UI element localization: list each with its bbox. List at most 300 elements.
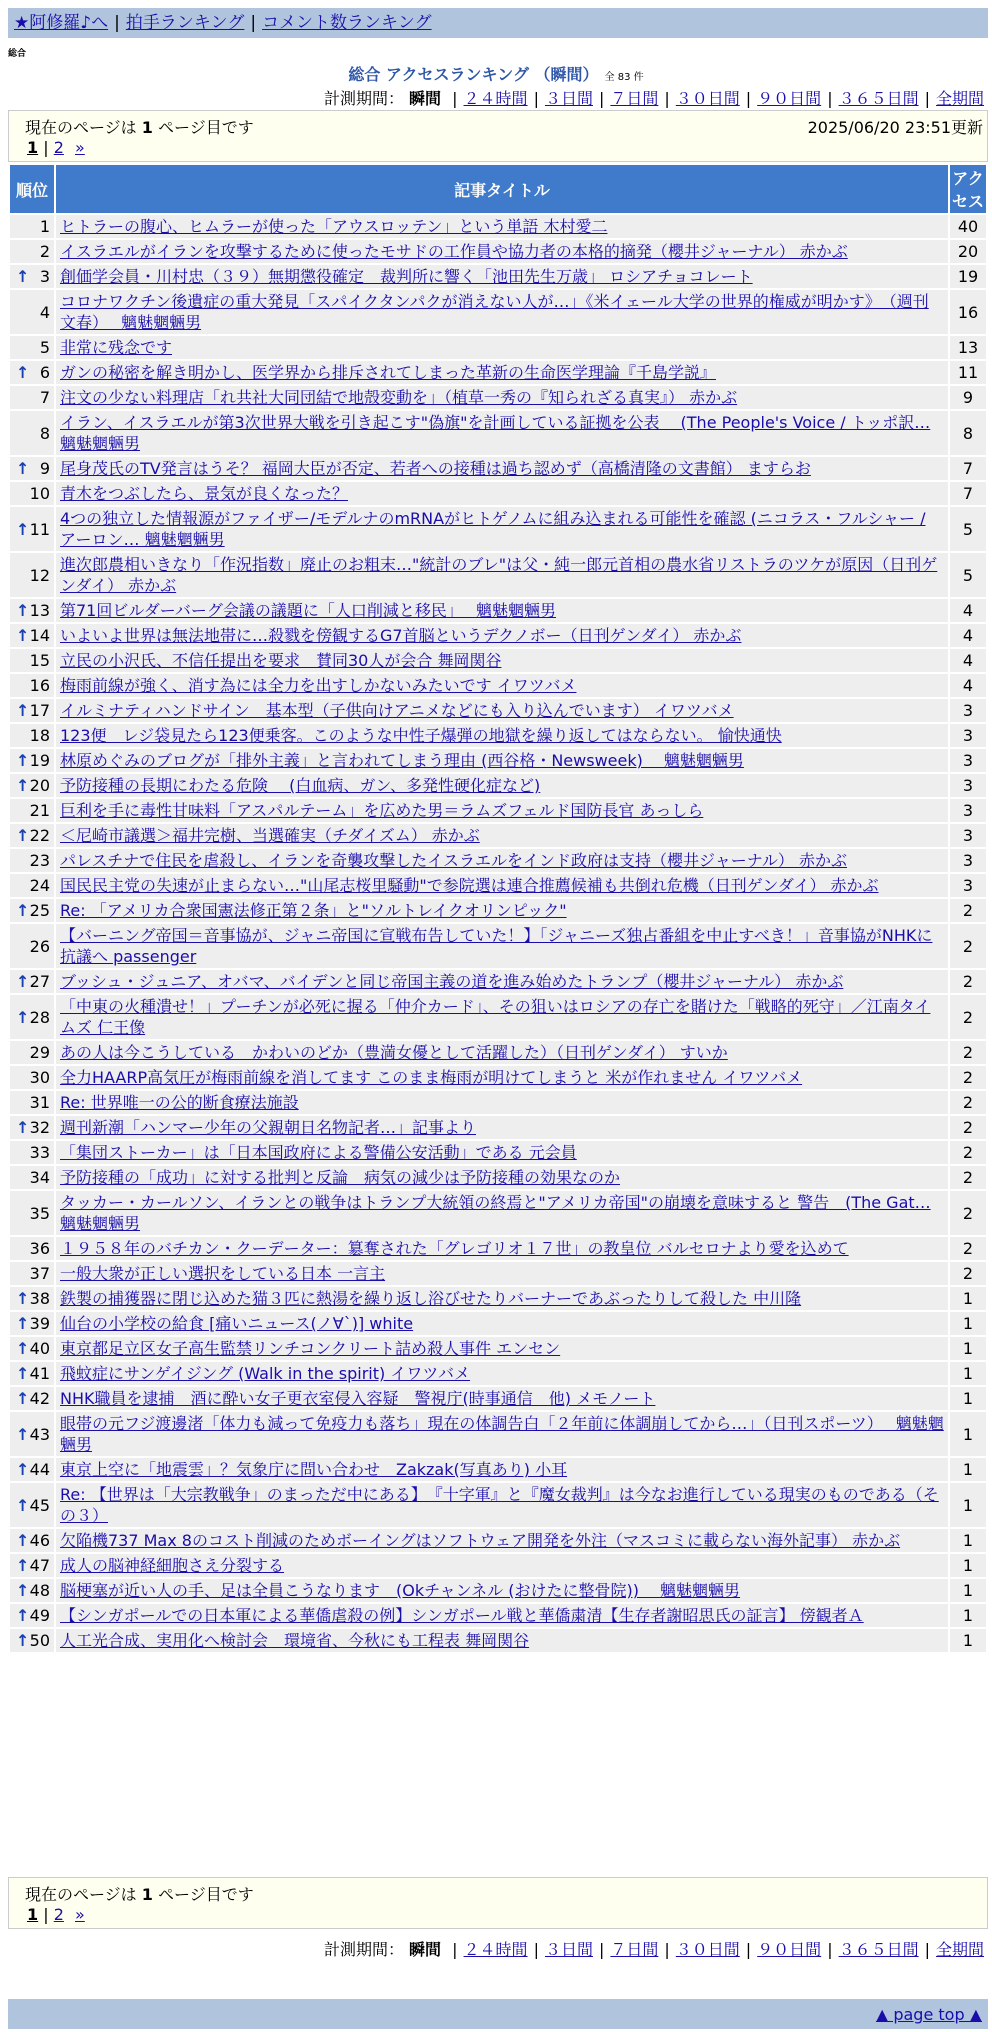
article-title-link[interactable]: 人工光合成、実用化へ検討会 環境省、今秋にも工程表 舞岡関谷 (60, 1631, 530, 1650)
access-count: 4 (950, 624, 986, 647)
title-cell (56, 1041, 948, 1064)
rank-number: 20 (29, 776, 50, 795)
rank-up-arrow-icon: ↑ (16, 519, 30, 539)
rank-up-arrow-icon: ↑ (16, 1339, 30, 1358)
access-count: 1 (950, 1483, 986, 1527)
article-title-link[interactable]: 非常に残念です (60, 338, 173, 357)
access-count: 2 (950, 899, 986, 922)
table-row (10, 1337, 986, 1360)
article-title-link[interactable]: イラン、イスラエルが第3次世界大戦を引き起こす"偽旗"を計画している証拠を公表 (The People's Voice / トッポ訳… 魑魅魍魎男 (60, 413, 931, 453)
rank-up-arrow-icon: ↑ (16, 1460, 30, 1479)
period-separator: | (598, 1940, 605, 1959)
rank-up-arrow-icon: ↑ (16, 1364, 30, 1383)
rank-number: 40 (29, 1339, 50, 1358)
access-count: 3 (950, 849, 986, 872)
rank-up-arrow-icon: ↑ (16, 267, 30, 286)
period-current: 瞬間 (409, 1940, 442, 1959)
rank-cell (10, 240, 54, 263)
table-row (10, 1312, 986, 1335)
rank-up-arrow-icon: ↑ (16, 1556, 30, 1575)
rank-cell (10, 899, 54, 922)
rank-cell (10, 215, 54, 238)
period-option-link[interactable]: ２４時間 (463, 1940, 528, 1959)
title-cell (56, 215, 948, 238)
rank-number: 16 (29, 676, 50, 695)
page-top-link[interactable]: ▲ page top ▲ (875, 2005, 982, 2024)
period-separator: | (533, 1940, 539, 1959)
title-cell (56, 874, 948, 897)
rank-number: 33 (29, 1143, 50, 1162)
rank-number: 42 (29, 1389, 50, 1408)
title-cell (56, 924, 948, 968)
rank-cell (10, 553, 54, 597)
title-cell (56, 699, 948, 722)
rank-number: 26 (29, 936, 50, 956)
rank-number: 36 (29, 1239, 50, 1258)
table-header-row (10, 165, 986, 213)
access-count: 2 (950, 995, 986, 1039)
rank-cell (10, 995, 54, 1039)
title-cell (56, 649, 948, 672)
nav-separator: | (114, 13, 120, 33)
article-title-link[interactable]: いよいよ世界は無法地帯に…殺戮を傍観するG7首脳というデクノボー（日刊ゲンダイ） 赤かぶ (60, 626, 742, 645)
table-row (10, 457, 986, 480)
article-title-link[interactable]: 尾身茂氏のTV発言はうそ？ 福岡大臣が否定、若者への接種は過ち認めず（高橋清隆の文書館） ますらお (60, 459, 811, 478)
table-row (10, 1191, 986, 1235)
title-cell (56, 1237, 948, 1260)
rank-number: 4 (39, 302, 50, 322)
period-separator: | (664, 89, 670, 108)
bottom-bar (8, 1999, 988, 2029)
rank-number: 27 (29, 972, 50, 991)
rank-number: 21 (29, 801, 50, 820)
table-row (10, 774, 986, 797)
access-count: 2 (950, 1166, 986, 1189)
table-row (10, 411, 986, 455)
access-count: 2 (950, 970, 986, 993)
table-row (10, 1529, 986, 1552)
access-count: 2 (950, 1237, 986, 1260)
article-title-link[interactable]: 予防接種の長期にわたる危険 (白血病、ガン、多発性硬化症など) (60, 776, 541, 795)
article-title-link[interactable]: タッカー・カールソン、イランとの戦争はトランプ大統領の終焉と"アメリカ帝国"の崩壊を意味すると 警告 (The Gat… 魑魅魍魎男 (60, 1193, 931, 1233)
title-cell (56, 1529, 948, 1552)
article-title-link[interactable]: 4つの独立した情報源がファイザー/モデルナのmRNAがヒトゲノムに組み込まれる可能性を確認 (ニコラス・フルシャー / アーロン… 魑魅魍魎男 (60, 509, 926, 549)
access-count: 2 (950, 1191, 986, 1235)
article-title-link[interactable]: ヒトラーの腹心、ヒムラーが使った「アウスロッテン」という単語 木村愛二 (60, 217, 608, 236)
article-title-link[interactable]: Re: 「アメリカ合衆国憲法修正第２条」と"ソルトレイクオリンピック" (60, 901, 567, 920)
article-title-link[interactable]: パレスチナで住民を虐殺し、イランを奇襲攻撃したイスラエルをインド政府は支持（櫻井ジャーナル） 赤かぶ (60, 851, 848, 870)
rank-cell (10, 699, 54, 722)
rank-number: 37 (29, 1264, 50, 1283)
period-separator: | (664, 1940, 670, 1959)
title-cell (56, 553, 948, 597)
section-label: 総合 (8, 49, 27, 59)
table-row (10, 1237, 986, 1260)
title-cell (56, 849, 948, 872)
current-page-info: 現在のページは 1 ページ目です (25, 1885, 254, 1904)
rank-cell (10, 849, 54, 872)
table-row (10, 970, 986, 993)
updated-timestamp: 2025/06/20 23:51更新 (807, 118, 983, 137)
title-cell (56, 482, 948, 505)
page-1-current: 1 (27, 1905, 39, 1924)
title-cell (56, 361, 948, 384)
rank-number: 18 (29, 726, 50, 745)
article-title-link[interactable]: 眼帯の元フジ渡邊渚「体力も減って免疫力も落ち」現在の体調告白「２年前に体調崩してから…」（日刊スポーツ） 魑魅魍魎男 (60, 1414, 944, 1454)
rank-number: 35 (29, 1203, 50, 1223)
table-row (10, 749, 986, 772)
period-option-link[interactable]: ３６５日間 (838, 89, 919, 108)
title-cell (56, 624, 948, 647)
rank-cell (10, 749, 54, 772)
article-title-link[interactable]: ガンの秘密を解き明かし、医学界から排斥されてしまった革新の生命医学理論『千島学説』 (60, 363, 717, 382)
period-selector-bottom (324, 1937, 984, 1960)
table-row (10, 874, 986, 897)
rank-up-arrow-icon: ↑ (16, 701, 30, 720)
rank-number: 17 (29, 701, 50, 720)
rank-cell (10, 1529, 54, 1552)
period-separator: | (745, 1940, 752, 1959)
article-title-link[interactable]: 全力HAARP高気圧が梅雨前線を消してます このまま梅雨が明けてしまうと 米が作れません イワツバメ (60, 1068, 803, 1087)
rank-cell (10, 724, 54, 747)
page-title: 総合 アクセスランキング （瞬間） (348, 65, 599, 84)
rank-cell (10, 824, 54, 847)
rank-number: 1 (39, 217, 50, 236)
title-cell (56, 1412, 948, 1456)
table-row (10, 824, 986, 847)
title-cell (56, 411, 948, 455)
rank-up-arrow-icon: ↑ (16, 1631, 30, 1650)
article-title-link[interactable]: 「集団ストーカー」は「日本国政府による警備公安活動」である 元会員 (60, 1143, 577, 1162)
rank-up-arrow-icon: ↑ (16, 776, 30, 795)
rank-number: 41 (29, 1364, 50, 1383)
access-count: 1 (950, 1554, 986, 1577)
article-title-link[interactable]: 第71回ビルダーバーグ会議の議題に「人口削減と移民」 魑魅魍魎男 (60, 601, 557, 620)
page-2-link[interactable]: 2 (53, 1905, 64, 1924)
table-row (10, 482, 986, 505)
table-row (10, 1387, 986, 1410)
access-count: 1 (950, 1362, 986, 1385)
rank-cell (10, 265, 54, 288)
rank-number: 44 (29, 1460, 50, 1479)
table-row (10, 995, 986, 1039)
access-count: 3 (950, 724, 986, 747)
access-count: 2 (950, 1141, 986, 1164)
table-row (10, 1116, 986, 1139)
article-title-link[interactable]: Re: 【世界は「大宗教戦争」のまっただ中にある】 『十字軍』と『魔女裁判』は今なお進行している現実のものである（その３） (60, 1485, 939, 1525)
title-cell (56, 1287, 948, 1310)
article-title-link[interactable]: 鉄製の捕獲器に閉じ込めた猫３匹に熱湯を繰り返し浴びせたりバーナーであぶったりして殺した 中川隆 (60, 1289, 802, 1308)
article-title-link[interactable]: あの人は今こうしている かわいのどか（豊満女優として活躍した）（日刊ゲンダイ） すいか (60, 1043, 728, 1062)
table-row (10, 1629, 986, 1652)
title-cell (56, 749, 948, 772)
period-separator: | (827, 1940, 833, 1959)
access-count: 4 (950, 674, 986, 697)
period-separator: | (452, 1940, 458, 1959)
rank-cell (10, 799, 54, 822)
table-row (10, 1262, 986, 1285)
period-option-link[interactable]: ７日間 (610, 89, 659, 108)
page-1-current: 1 (27, 138, 39, 157)
table-row (10, 624, 986, 647)
rank-number: 9 (39, 459, 50, 478)
rank-cell (10, 361, 54, 384)
access-count: 1 (950, 1458, 986, 1481)
title-cell (56, 970, 948, 993)
access-count: 3 (950, 699, 986, 722)
rank-up-arrow-icon: ↑ (16, 1389, 30, 1408)
rank-up-arrow-icon: ↑ (16, 1118, 30, 1137)
title-cell (56, 265, 948, 288)
access-count: 1 (950, 1412, 986, 1456)
table-row (10, 336, 986, 359)
rank-number: 22 (29, 826, 50, 845)
table-row (10, 240, 986, 263)
period-separator: | (827, 89, 833, 108)
rank-cell (10, 290, 54, 334)
table-row (10, 924, 986, 968)
rank-cell (10, 1091, 54, 1114)
period-separator: | (452, 89, 458, 108)
period-label: 計測期間： (323, 1940, 404, 1959)
pagination: 1 | 2 » (27, 1905, 85, 1924)
table-row (10, 1412, 986, 1456)
rank-cell (10, 1262, 54, 1285)
period-option-link[interactable]: ３日間 (544, 89, 593, 108)
period-option-link[interactable]: ３日間 (544, 1940, 593, 1959)
rank-number: 38 (29, 1289, 50, 1308)
current-page-info: 現在のページは 1 ページ目です (25, 118, 254, 137)
rank-up-arrow-icon: ↑ (16, 972, 30, 991)
access-count: 3 (950, 824, 986, 847)
rank-number: 31 (29, 1093, 50, 1112)
article-title-link[interactable]: 仙台の小学校の給食 [痛いニュース(ノ∀`)] white (60, 1314, 414, 1333)
pagination: 1 | 2 » (27, 138, 85, 157)
table-row (10, 215, 986, 238)
article-title-link[interactable]: 一般大衆が正しい選択をしている日本 一言主 (60, 1264, 386, 1283)
rank-cell (10, 1312, 54, 1335)
rank-number: 19 (29, 751, 50, 770)
article-title-link[interactable]: 予防接種の「成功」に対する批判と反論 病気の減少は予防接種の効果なのか (60, 1168, 621, 1187)
rank-cell (10, 1604, 54, 1627)
rank-number: 39 (29, 1314, 50, 1333)
rank-cell (10, 1287, 54, 1310)
period-option-link[interactable]: ２４時間 (463, 89, 528, 108)
table-row (10, 724, 986, 747)
rank-number: 30 (29, 1068, 50, 1087)
table-row (10, 599, 986, 622)
access-count: 2 (950, 924, 986, 968)
rank-cell (10, 874, 54, 897)
article-title-link[interactable]: 週刊新潮「ハンマー少年の父親朝日名物記者…」記事より (60, 1118, 477, 1137)
rank-up-arrow-icon: ↑ (16, 1314, 30, 1333)
period-option-link[interactable]: ３６５日間 (838, 1940, 919, 1959)
rank-cell (10, 1387, 54, 1410)
article-title-link[interactable]: 欠陥機737 Max 8のコスト削減のためボーイングはソフトウェア開発を外注（マスコミに載らない海外記事） 赤かぶ (60, 1531, 901, 1550)
nav-separator: | (250, 13, 257, 33)
rank-cell (10, 1066, 54, 1089)
table-row (10, 1091, 986, 1114)
access-count: 1 (950, 1287, 986, 1310)
title-cell (56, 1458, 948, 1481)
table-row (10, 1362, 986, 1385)
access-count: 2 (950, 1041, 986, 1064)
table-row (10, 899, 986, 922)
article-title-link[interactable]: 【バーニング帝国＝音事協が、ジャニ帝国に宣戦布告していた！】「ジャニーズ独占番組を中止すべき！」音事協がNHKに抗議へ passenger (60, 926, 933, 966)
rank-cell (10, 1362, 54, 1385)
period-option-link[interactable]: ９０日間 (757, 89, 822, 108)
next-page-link[interactable]: » (75, 138, 85, 157)
rank-number: 15 (29, 651, 50, 670)
article-title-link[interactable]: ブッシュ・ジュニア、オバマ、バイデンと同じ帝国主義の道を進み始めたトランプ（櫻井ジャーナル） 赤かぶ (60, 972, 844, 991)
article-title-link[interactable]: 東京上空に「地震雲」？気象庁に問い合わせ Zakzak(写真あり) 小耳 (60, 1460, 568, 1479)
page-2-link[interactable]: 2 (53, 138, 64, 157)
access-count: 1 (950, 1529, 986, 1552)
rank-number: 45 (29, 1495, 50, 1515)
period-separator: | (924, 1940, 930, 1959)
rank-up-arrow-icon: ↑ (16, 1606, 30, 1625)
article-title-link[interactable]: 注文の少ない料理店「れ共社大同団結で地殻変動を」（植草一秀の『知られざる真実』） 赤かぶ (60, 388, 738, 407)
rank-cell (10, 1237, 54, 1260)
rank-up-arrow-icon: ↑ (16, 1007, 30, 1027)
rank-number: 24 (29, 876, 50, 895)
rank-cell (10, 1337, 54, 1360)
rank-cell (10, 386, 54, 409)
rank-up-arrow-icon: ↑ (16, 459, 30, 478)
access-count: 1 (950, 1337, 986, 1360)
rank-cell (10, 599, 54, 622)
rank-cell (10, 1554, 54, 1577)
article-title-link[interactable]: 巨利を手に毒性甘味料「アスパルテーム」を広めた男＝ラムズフェルド国防長官 あっしら (60, 801, 704, 820)
article-title-link[interactable]: コロナワクチン後遺症の重大発見「スパイクタンパクが消えない人が…」《米イェール大学の世界的権威が明かす》 （週刊文春） 魑魅魍魎男 (60, 292, 929, 332)
access-count: 1 (950, 1604, 986, 1627)
title-cell (56, 1312, 948, 1335)
article-title-link[interactable]: 青木をつぶしたら、景気が良くなった？ (60, 484, 349, 503)
article-title-link[interactable]: Re: 世界唯一の公的断食療法施設 (60, 1093, 299, 1112)
access-count: 16 (950, 290, 986, 334)
access-count: 3 (950, 799, 986, 822)
title-cell (56, 1066, 948, 1089)
rank-up-arrow-icon: ↑ (16, 601, 30, 620)
access-count: 1 (950, 1629, 986, 1652)
title-cell (56, 599, 948, 622)
title-cell (56, 799, 948, 822)
home-link[interactable]: ★阿修羅♪へ (14, 13, 109, 33)
rank-cell (10, 1629, 54, 1652)
period-option-link[interactable]: 全期間 (935, 89, 984, 108)
title-cell (56, 1262, 948, 1285)
access-count: 2 (950, 1116, 986, 1139)
access-count: 5 (950, 553, 986, 597)
rank-number: 11 (29, 519, 50, 539)
col-title-header: 記事タイトル (56, 165, 948, 213)
article-title-link[interactable]: 成人の脳神経細胞さえ分裂する (60, 1556, 285, 1575)
next-page-link[interactable]: » (75, 1905, 85, 1924)
article-title-link[interactable]: NHK職員を逮捕 酒に酔い女子更衣室侵入容疑 警視庁(時事通信 他) メモノート (60, 1389, 656, 1408)
period-option-link[interactable]: 全期間 (935, 1940, 984, 1959)
article-title-link[interactable]: 脳梗塞が近い人の手、足は全員こうなります (Okチャンネル (おけたに整骨院)) 魑魅魍魎男 (60, 1581, 741, 1600)
rank-number: 46 (29, 1531, 50, 1550)
article-title-link[interactable]: 東京都足立区女子高生監禁リンチコンクリート詰め殺人事件 エンセン (60, 1339, 561, 1358)
rank-number: 6 (39, 363, 50, 382)
ranking-body (10, 215, 986, 1652)
rank-up-arrow-icon: ↑ (16, 1531, 30, 1550)
access-count: 2 (950, 1091, 986, 1114)
comment-ranking-link[interactable]: コメント数ランキング (262, 13, 432, 33)
period-option-link[interactable]: ９０日間 (757, 1940, 822, 1959)
title-cell (56, 1483, 948, 1527)
rank-number: 32 (29, 1118, 50, 1137)
article-title-link[interactable]: イルミナティハンドサイン 基本型（子供向けアニメなどにも入り込んでいます） イワツバメ (60, 701, 734, 720)
rank-number: 14 (29, 626, 50, 645)
table-row (10, 849, 986, 872)
title-cell (56, 1166, 948, 1189)
access-count: 4 (950, 649, 986, 672)
access-count: 1 (950, 1312, 986, 1335)
article-title-link[interactable]: 国民民主党の失速が止まらない…"山尾志桜里騒動"で参院選は連合推薦候補も共倒れ危機（日刊ゲンダイ） 赤かぶ (60, 876, 879, 895)
article-title-link[interactable]: 【シンガポールでの日本軍による華僑虐殺の例】シンガポール戦と華僑粛清【生存者謝昭思氏の証言】 傍観者Ａ (60, 1606, 864, 1625)
article-title-link[interactable]: 林原めぐみのブログが「排外主義」と言われてしまう理由 (西谷格・Newsweek) 魑魅魍魎男 (60, 751, 744, 770)
rank-cell (10, 1579, 54, 1602)
rank-number: 10 (29, 484, 50, 503)
access-count: 7 (950, 457, 986, 480)
title-cell (56, 995, 948, 1039)
rank-up-arrow-icon: ↑ (16, 751, 30, 770)
rank-up-arrow-icon: ↑ (16, 1581, 30, 1600)
article-title-link[interactable]: 立民の小沢氏、不信任提出を要求 賛同30人が会合 舞岡関谷 (60, 651, 502, 670)
table-row (10, 1483, 986, 1527)
article-title-link[interactable]: 進次郎農相いきなり「作況指数」廃止のお粗末…"統計のブレ"は父・純一郎元首相の農水省リストラのツケが原因（日刊ゲンダイ） 赤かぶ (60, 555, 938, 595)
rank-cell (10, 457, 54, 480)
period-option-link[interactable]: ３０日間 (675, 1940, 740, 1959)
rank-number: 29 (29, 1043, 50, 1062)
title-cell (56, 336, 948, 359)
access-count: 8 (950, 411, 986, 455)
rank-cell (10, 624, 54, 647)
article-title-link[interactable]: 梅雨前線が強く、消す為には全力を出すしかないみたいです イワツバメ (60, 676, 577, 695)
article-title-link[interactable]: 123便 レジ袋見たら123便乗客。このような中性子爆弾の地獄を繰り返してはならない。 愉快通快 (60, 726, 782, 745)
period-option-link[interactable]: ７日間 (610, 1940, 659, 1959)
table-row (10, 799, 986, 822)
period-option-link[interactable]: ３０日間 (675, 89, 740, 108)
access-count: 3 (950, 774, 986, 797)
article-title-link[interactable]: 「中東の火種潰せ！」プーチンが必死に握る「仲介カード」、その狙いはロシアの存亡を賭けた「戦略的死守」／江南タイムズ 仁王像 (60, 997, 931, 1037)
article-title-link[interactable]: 飛蚊症にサンゲイジング (Walk in the spirit) イワツバメ (60, 1364, 471, 1383)
title-cell (56, 1387, 948, 1410)
title-cell (56, 724, 948, 747)
rank-cell (10, 1166, 54, 1189)
table-row (10, 1166, 986, 1189)
rank-cell (10, 1041, 54, 1064)
access-count: 5 (950, 507, 986, 551)
period-selector-top (324, 86, 984, 109)
access-count: 1 (950, 1579, 986, 1602)
rank-cell (10, 507, 54, 551)
rank-up-arrow-icon: ↑ (16, 826, 30, 845)
article-title-link[interactable]: ＜尼崎市議選＞福井完樹、当選確実（チダイズム） 赤かぶ (60, 826, 480, 845)
col-access-header: アクセス (950, 165, 986, 213)
access-count: 11 (950, 361, 986, 384)
article-title-link[interactable]: イスラエルがイランを攻撃するために使ったモサドの工作員や協力者の本格的摘発（櫻井ジャーナル） 赤かぶ (60, 242, 848, 261)
period-options (446, 89, 984, 108)
article-title-link[interactable]: 創価学会員・川村忠（３９）無期懲役確定 裁判所に響く「池田先生万歳」 ロシアチョコレート (60, 267, 753, 286)
article-title-link[interactable]: １９５８年のバチカン・クーデーター：簒奪された「グレゴリオ１７世」の教皇位 バルセロナより愛を込めて (60, 1239, 849, 1258)
access-count: 19 (950, 265, 986, 288)
clap-ranking-link[interactable]: 拍手ランキング (125, 13, 245, 33)
access-count: 2 (950, 1262, 986, 1285)
rank-up-arrow-icon: ↑ (16, 901, 30, 920)
table-row (10, 1287, 986, 1310)
